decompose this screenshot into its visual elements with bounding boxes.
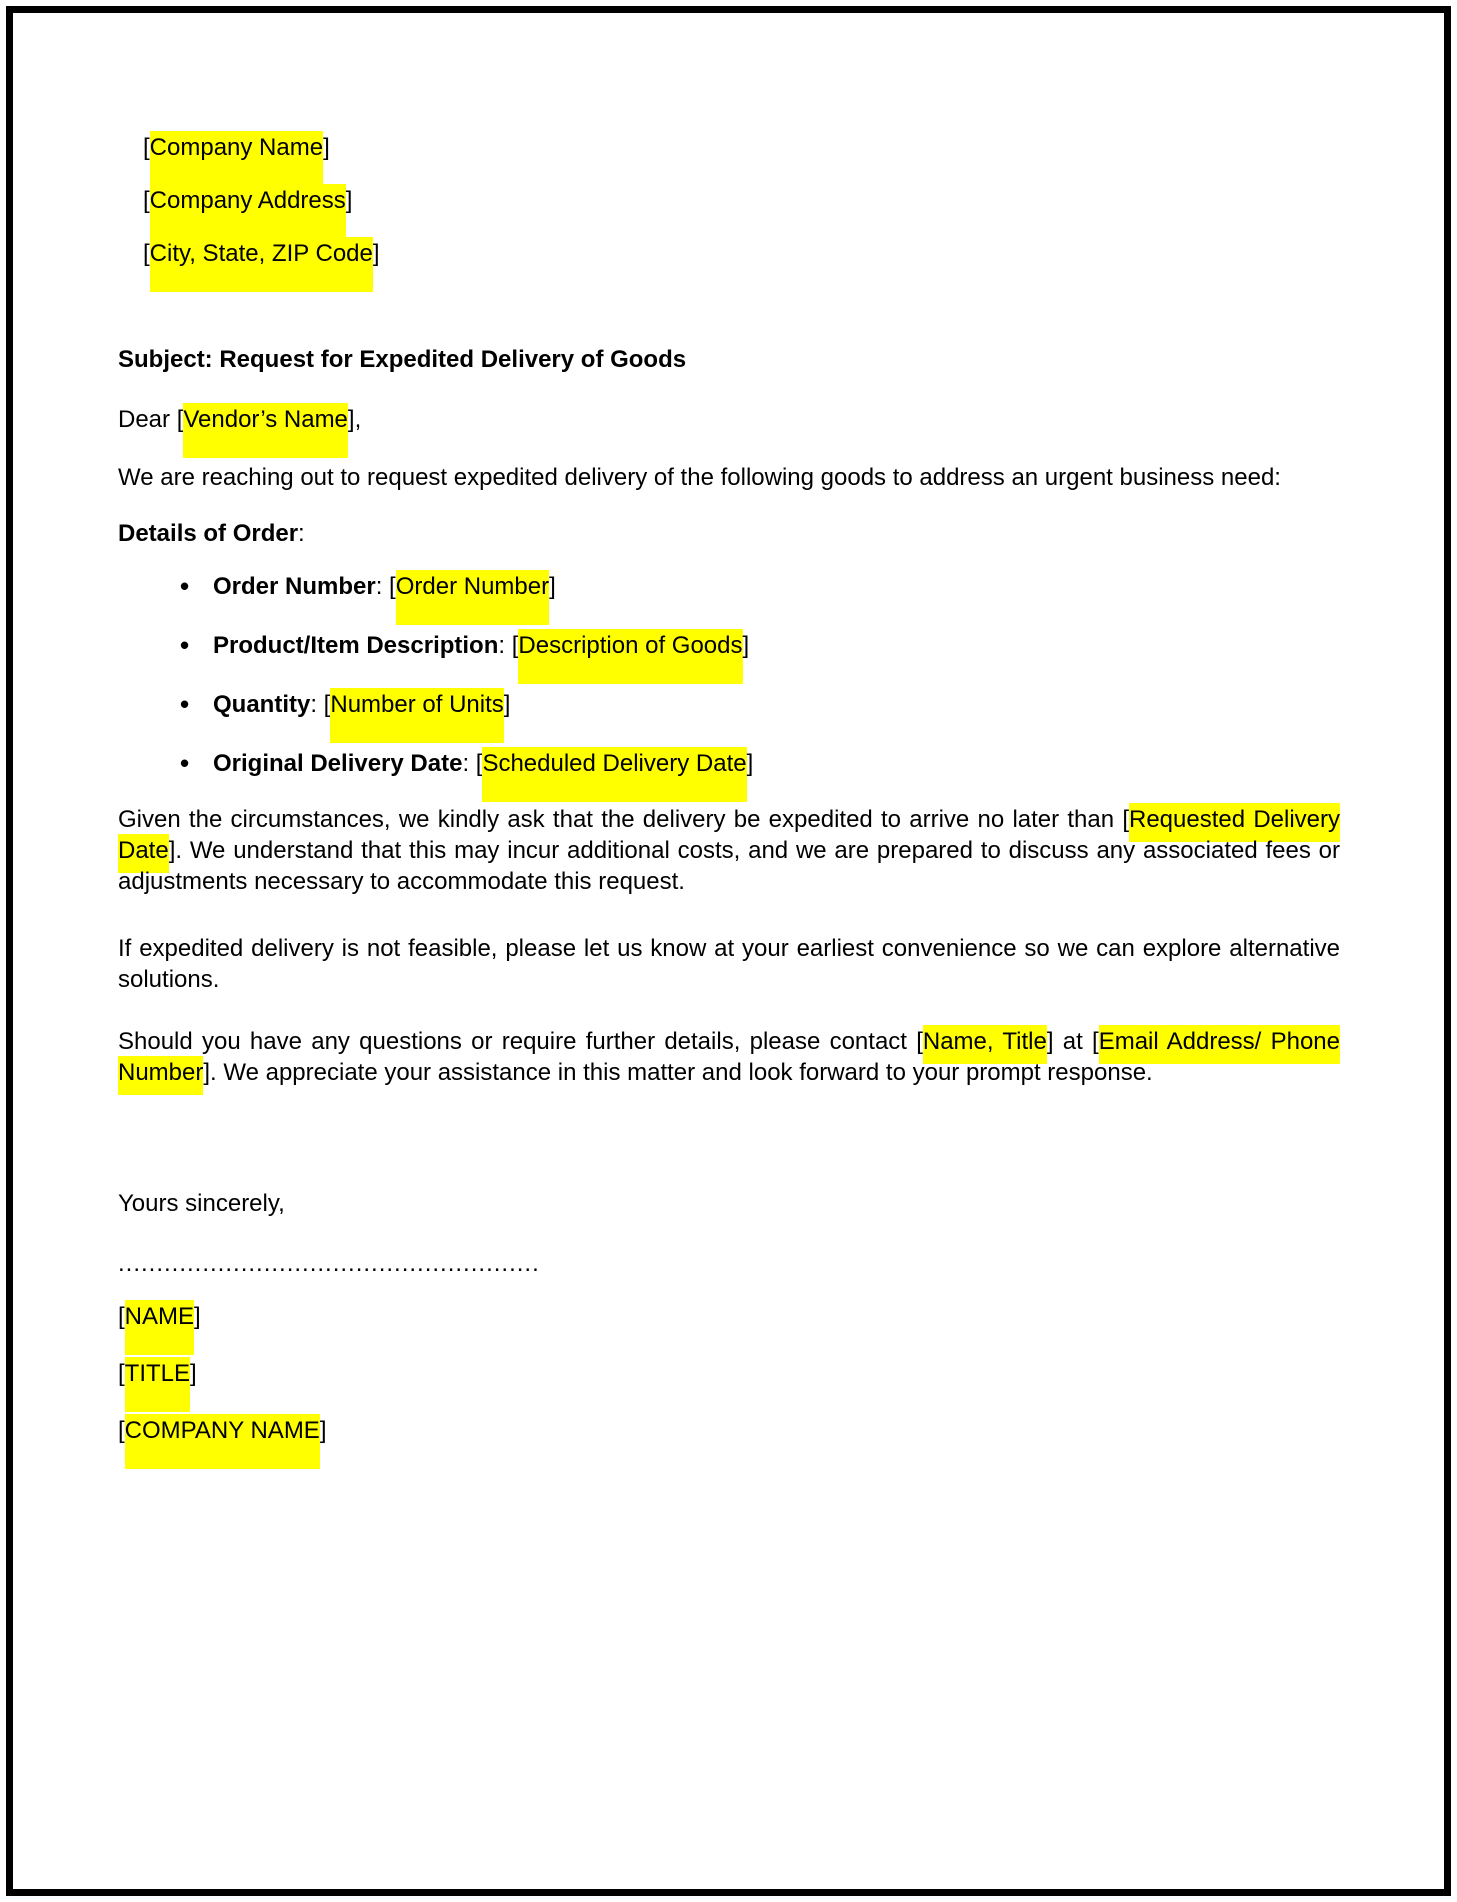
contact-mid: ] at [	[1046, 1028, 1099, 1055]
item-separator: : [	[310, 691, 331, 718]
intro-paragraph: We are reaching out to request expedited delivery of the following goods to address an urgent business need:	[118, 464, 1281, 491]
bracket-close: ]	[345, 187, 353, 214]
contact-post: ]. We appreciate your assistance in this matter and look forward to your prompt response.	[203, 1059, 1153, 1086]
bracket-close: ]	[503, 691, 511, 718]
request-paragraph	[118, 804, 1340, 897]
company-name-placeholder: Company Name	[150, 131, 323, 186]
contact-paragraph	[118, 1026, 1340, 1088]
item-label: Quantity	[213, 691, 311, 718]
bracket-close: ]	[319, 1417, 327, 1444]
bracket-open: [	[143, 134, 150, 161]
signature-company	[118, 1415, 1340, 1446]
city-state-zip-placeholder: City, State, ZIP Code	[150, 237, 373, 292]
sender-company-name	[118, 132, 1340, 163]
item-label: Original Delivery Date	[213, 750, 463, 777]
bracket-open: [	[143, 187, 150, 214]
list-item-order-number	[118, 571, 1340, 602]
item-label: Product/Item Description	[213, 632, 499, 659]
bracket-close: ]	[746, 750, 754, 777]
signature-name	[118, 1301, 1340, 1332]
name-placeholder: NAME	[125, 1300, 194, 1355]
bracket-open: [	[118, 1360, 125, 1387]
bracket-close: ]	[372, 240, 380, 267]
bracket-close: ]	[549, 573, 556, 600]
salutation	[118, 404, 1340, 435]
bracket-open: [	[118, 1417, 125, 1444]
letter-body	[118, 132, 1340, 1446]
item-separator: : [	[462, 750, 483, 777]
salutation-post: ],	[347, 406, 362, 433]
bracket-close: ]	[190, 1360, 197, 1387]
item-label: Order Number	[213, 573, 376, 600]
request-post: ]. We understand that this may incur additional costs, and we are prepared to discuss any associated fees or adjustments necessary to accommodate this request.	[118, 837, 1340, 895]
list-item-quantity	[118, 689, 1340, 720]
bracket-close: ]	[323, 134, 330, 161]
valediction: Yours sincerely,	[118, 1190, 285, 1217]
scheduled-delivery-date-placeholder: Scheduled Delivery Date	[482, 747, 746, 802]
sender-city-state-zip	[118, 238, 1340, 269]
signature-company-name-placeholder: COMPANY NAME	[125, 1414, 320, 1469]
name-title-placeholder: Name, Title	[923, 1025, 1047, 1064]
company-address-placeholder: Company Address	[150, 184, 346, 239]
requested-delivery-date-placeholder: Requested Delivery Date	[118, 803, 1340, 873]
list-item-original-delivery-date	[118, 748, 1340, 779]
order-number-placeholder: Order Number	[396, 570, 549, 625]
vendor-name-placeholder: Vendor’s Name	[183, 403, 348, 458]
item-separator: : [	[375, 573, 396, 600]
list-item-product-description	[118, 630, 1340, 661]
order-details-list	[118, 571, 1340, 779]
sender-company-address	[118, 185, 1340, 216]
contact-pre: Should you have any questions or require further details, please contact [	[118, 1028, 923, 1055]
heading-colon: :	[298, 520, 305, 547]
bracket-open: [	[143, 240, 150, 267]
order-details-heading-text: Details of Order	[118, 520, 299, 547]
request-pre: Given the circumstances, we kindly ask that the delivery be expedited to arrive no later than [	[118, 806, 1129, 833]
fallback-paragraph: If expedited delivery is not feasible, please let us know at your earliest convenience so we can explore alternative solutions.	[118, 935, 1340, 993]
bracket-close: ]	[742, 632, 750, 659]
number-of-units-placeholder: Number of Units	[330, 688, 503, 743]
bracket-open: [	[118, 1303, 125, 1330]
signature-dotted-line: .......................................................	[118, 1250, 540, 1277]
signature-title	[118, 1358, 1340, 1389]
email-phone-placeholder: Email Address/ Phone Number	[118, 1025, 1340, 1095]
order-details-heading	[118, 518, 1340, 549]
item-separator: : [	[498, 632, 519, 659]
title-placeholder: TITLE	[125, 1357, 190, 1412]
salutation-pre: Dear [	[118, 406, 184, 433]
subject-line: Subject: Request for Expedited Delivery of Goods	[118, 346, 687, 373]
bracket-close: ]	[194, 1303, 201, 1330]
description-of-goods-placeholder: Description of Goods	[518, 629, 742, 684]
